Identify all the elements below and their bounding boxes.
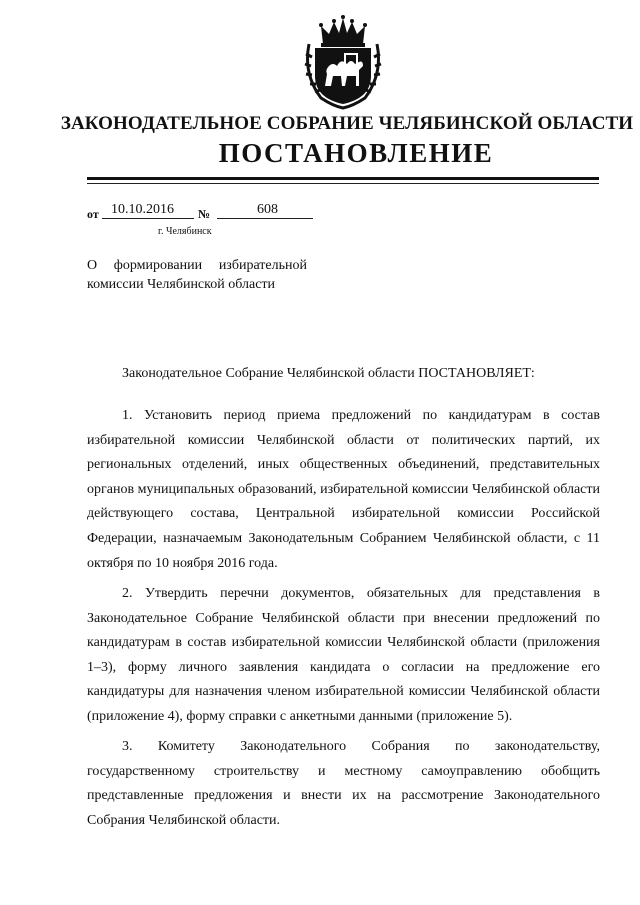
paragraph-1: 1. Установить период приема предложений по кандидатурам в состав избирательной комиссии Челябинской области от политических партий, их региональных отделений, иных общественных объединений, представительных органов муниципальных образований, избирательной комиссии Челябинской области действующего состава, Центральной избирательной комиссии Российской Федерации, назначаемым Законодательным Собранием Челябинской области, с 11 октября по 10 ноября 2016 года. bbox=[87, 408, 600, 571]
number-underline bbox=[217, 218, 313, 219]
document-number: 608 bbox=[257, 202, 278, 217]
document-type-title: ПОСТАНОВЛЕНИЕ bbox=[218, 138, 494, 168]
coat-of-arms-icon bbox=[301, 14, 385, 110]
document-subject bbox=[87, 256, 307, 294]
preamble-text: Законодательное Собрание Челябинской области ПОСТАНОВЛЯЕТ: bbox=[122, 366, 535, 381]
paragraph-2: 2. Утвердить перечни документов, обязательных для представления в Законодательное Собрание Челябинской области при внесении предложений по кандидатурам в состав избирательной комиссии Челябинской области (приложения 1–3), форму личного заявления кандидата о согласии на предложение его кандидатуры для назначения членом избирательной комиссии Челябинской области (приложение 4), форму справки с анкетными данными (приложение 5). bbox=[87, 586, 600, 724]
number-sign-label: № bbox=[198, 207, 211, 221]
header-divider-thick bbox=[87, 177, 599, 180]
paragraph-3: 3. Комитету Законодательного Собрания по законодательству, государственному строительству и местному самоуправлению обобщить представленные предложения и внести их на рассмотрение Законодательного Собрания Челябинской области. bbox=[87, 739, 600, 828]
document-city: г. Челябинск bbox=[158, 226, 212, 237]
subject-line-1: О формировании избирательной bbox=[87, 258, 307, 273]
organization-name: ЗАКОНОДАТЕЛЬНОЕ СОБРАНИЕ ЧЕЛЯБИНСКОЙ ОБЛАСТИ bbox=[60, 113, 634, 134]
document-date: 10.10.2016 bbox=[111, 202, 174, 217]
header-divider-thin bbox=[87, 183, 599, 184]
subject-line-2: комиссии Челябинской области bbox=[87, 277, 276, 292]
registration-line bbox=[87, 202, 327, 222]
date-prefix-label: от bbox=[87, 207, 99, 221]
date-underline bbox=[102, 218, 194, 219]
